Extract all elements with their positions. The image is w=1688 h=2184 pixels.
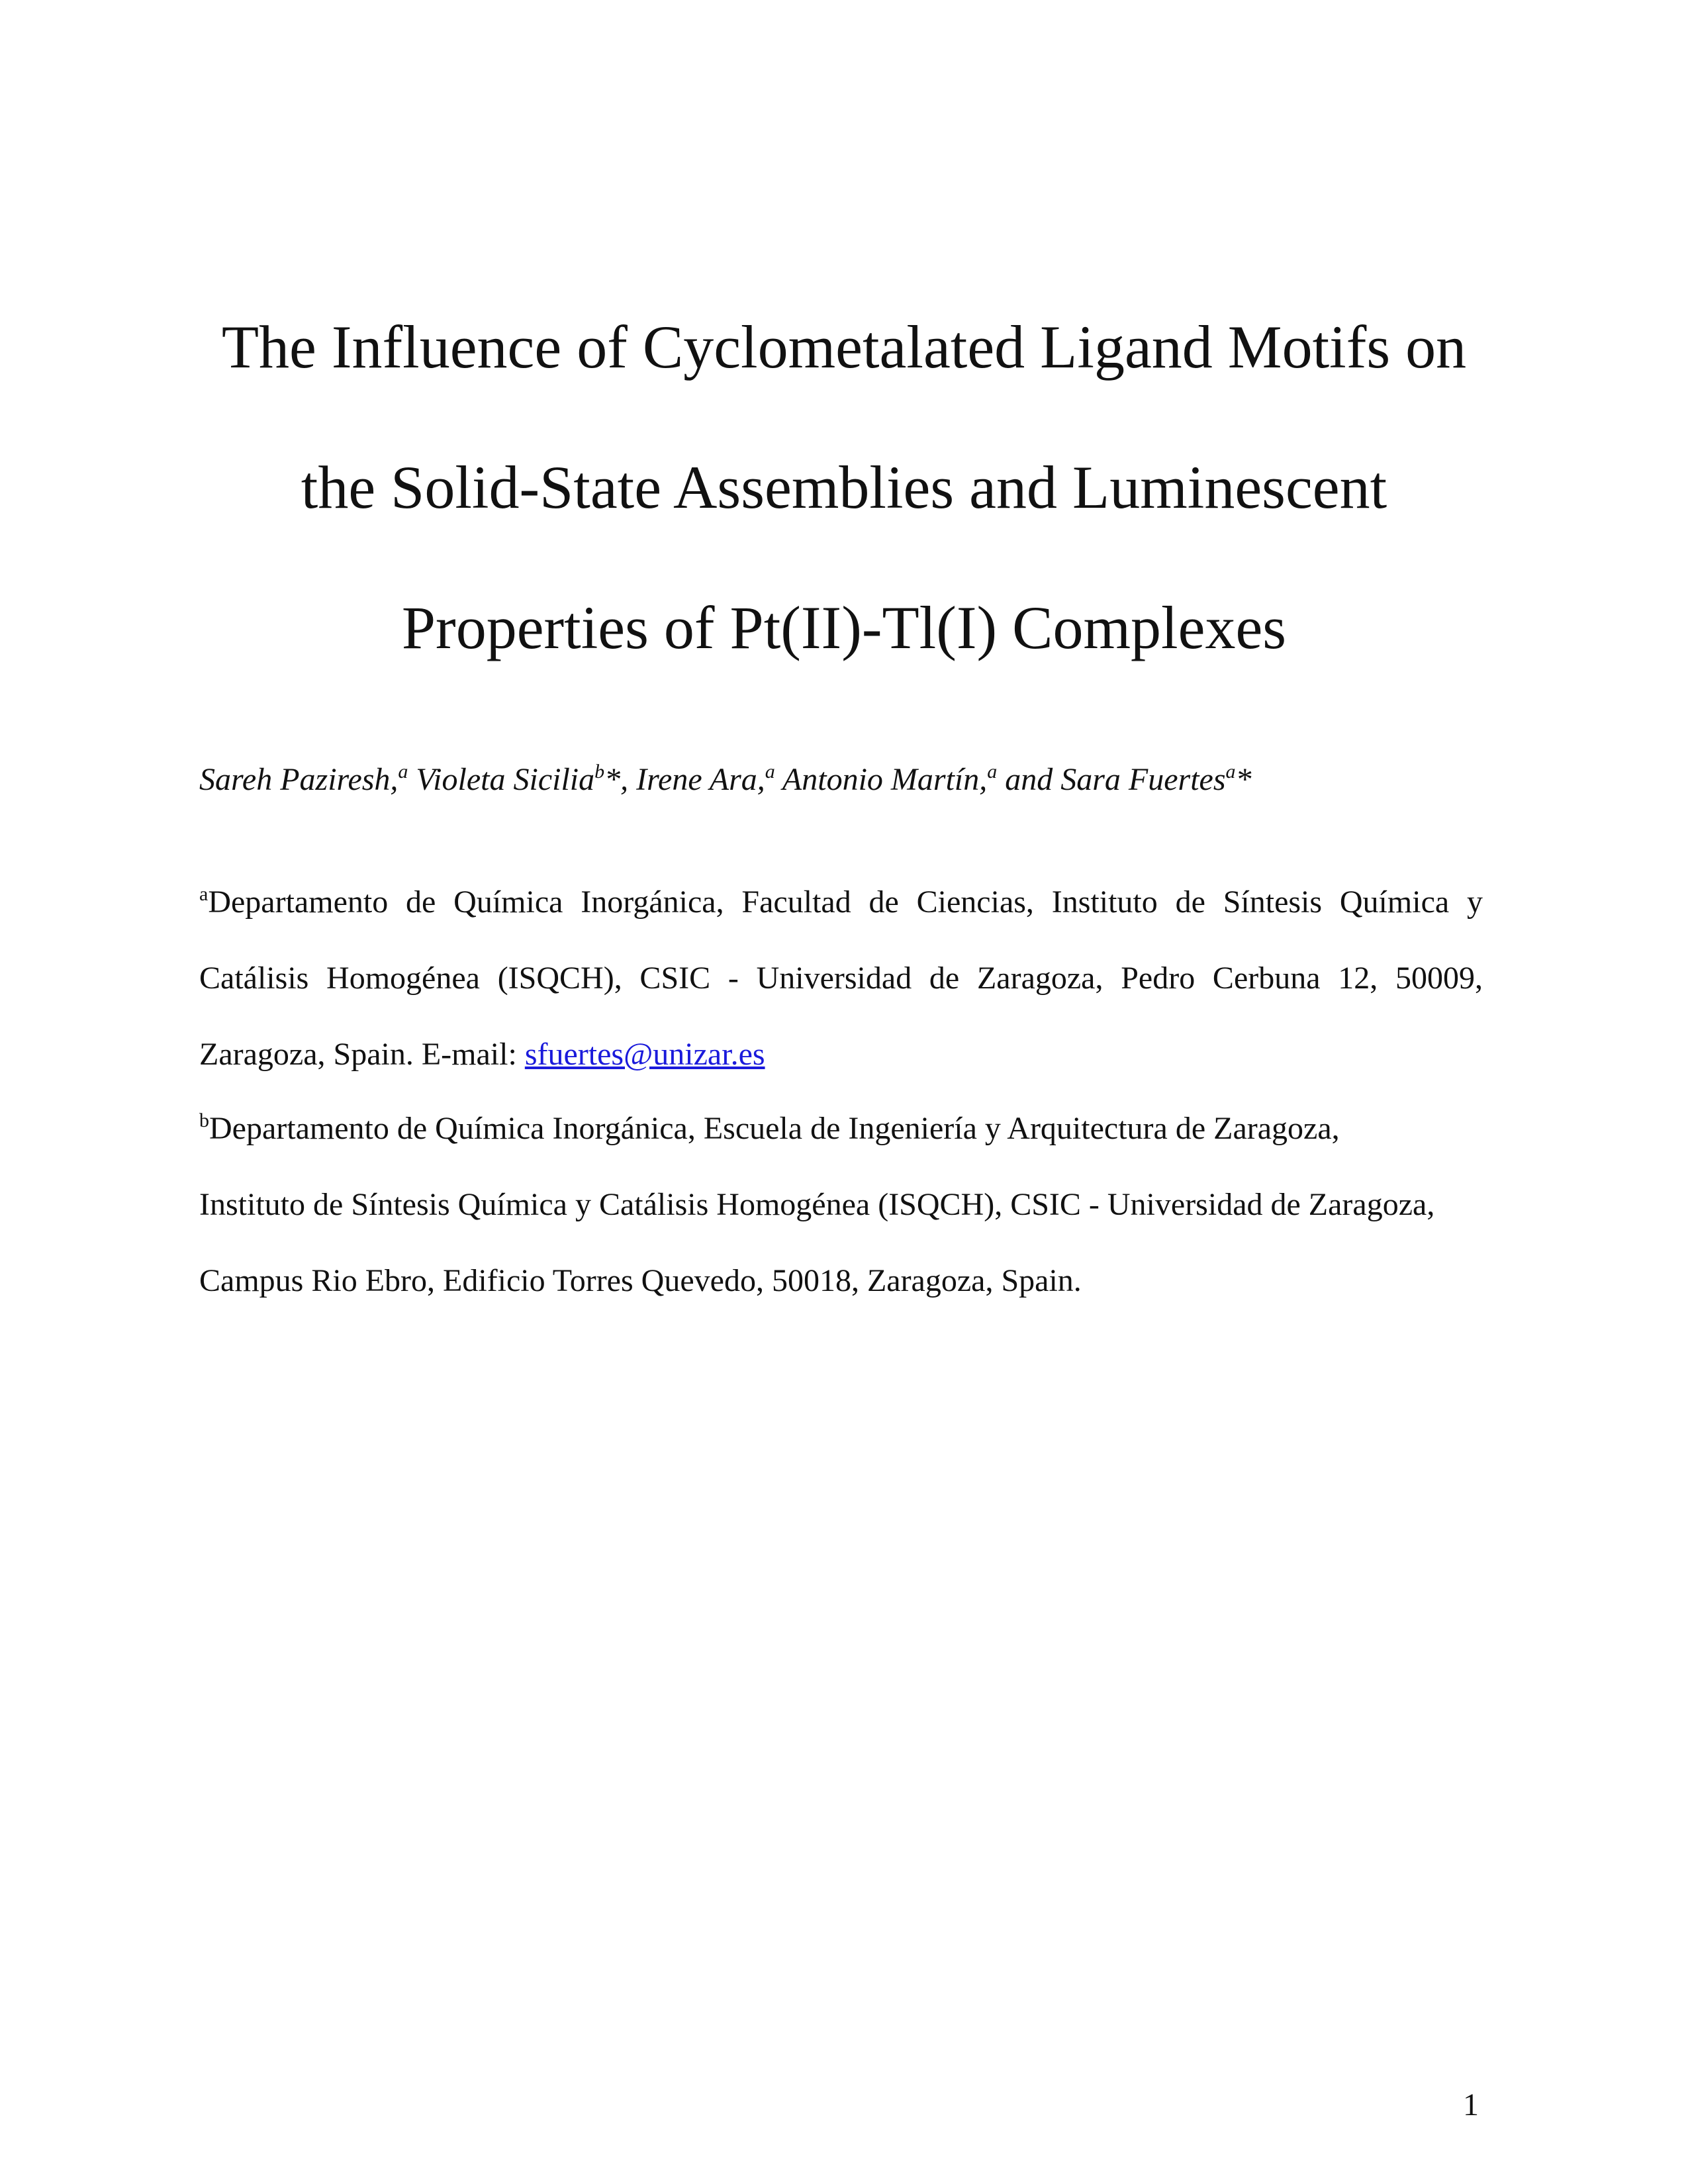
paper-title <box>199 277 1489 698</box>
author-affiliation-marker: a <box>987 761 998 783</box>
author-affiliation-marker: b <box>594 761 605 783</box>
affiliation-a-line-3 <box>199 1016 1483 1092</box>
author-separator <box>408 762 416 797</box>
affiliation-b-text-1: Departamento de Química Inorgánica, Escuela de Ingeniería y Arquitectura de Zaragoza, <box>209 1111 1340 1146</box>
affiliation-b-line-3: Campus Rio Ebro, Edificio Torres Quevedo, 50018, Zaragoza, Spain. <box>199 1263 1082 1298</box>
author-name: Violeta Sicilia <box>416 762 595 797</box>
author-separator <box>775 762 782 797</box>
title-line-2: the Solid-State Assemblies and Luminescent <box>301 453 1387 521</box>
author-name: Sareh Paziresh, <box>199 762 399 797</box>
affiliation-b-line-1 <box>199 1090 1490 1166</box>
author-affiliation-marker: a <box>1225 761 1236 783</box>
affiliation-b <box>199 1090 1490 1319</box>
author-separator: *, <box>604 762 637 797</box>
affiliation-a <box>199 864 1483 1092</box>
title-line-3: Properties of Pt(II)-Tl(I) Complexes <box>401 594 1287 661</box>
affiliation-b-line-2: Instituto de Síntesis Química y Catálisis Homogénea (ISQCH), CSIC - Universidad de Zaragoza, <box>199 1187 1435 1222</box>
affiliation-marker-b: b <box>199 1110 209 1131</box>
affiliation-a-city: Zaragoza, Spain. E-mail: <box>199 1037 525 1072</box>
author-list <box>199 760 1490 800</box>
author-separator: and <box>997 762 1061 797</box>
affiliation-a-line-2: Catálisis Homogénea (ISQCH), CSIC - Universidad de Zaragoza, Pedro Cerbuna 12, 50009, <box>199 961 1483 996</box>
author-name: Irene Ara, <box>636 762 765 797</box>
author-separator: * <box>1235 762 1252 797</box>
author-affiliation-marker: a <box>398 761 408 783</box>
author-affiliation-marker: a <box>765 761 775 783</box>
author-name: Sara Fuertes <box>1060 762 1226 797</box>
affiliation-a-line-1 <box>199 864 1483 940</box>
page-number: 1 <box>1463 2087 1479 2122</box>
title-line-1: The Influence of Cyclometalated Ligand Motifs on <box>221 313 1467 381</box>
author-name: Antonio Martín, <box>782 762 988 797</box>
affiliation-marker-a: a <box>199 883 209 905</box>
affiliation-a-text-1: Departamento de Química Inorgánica, Facultad de Ciencias, Instituto de Síntesis Química y <box>208 884 1483 920</box>
email-link[interactable]: sfuertes@unizar.es <box>524 1037 765 1072</box>
